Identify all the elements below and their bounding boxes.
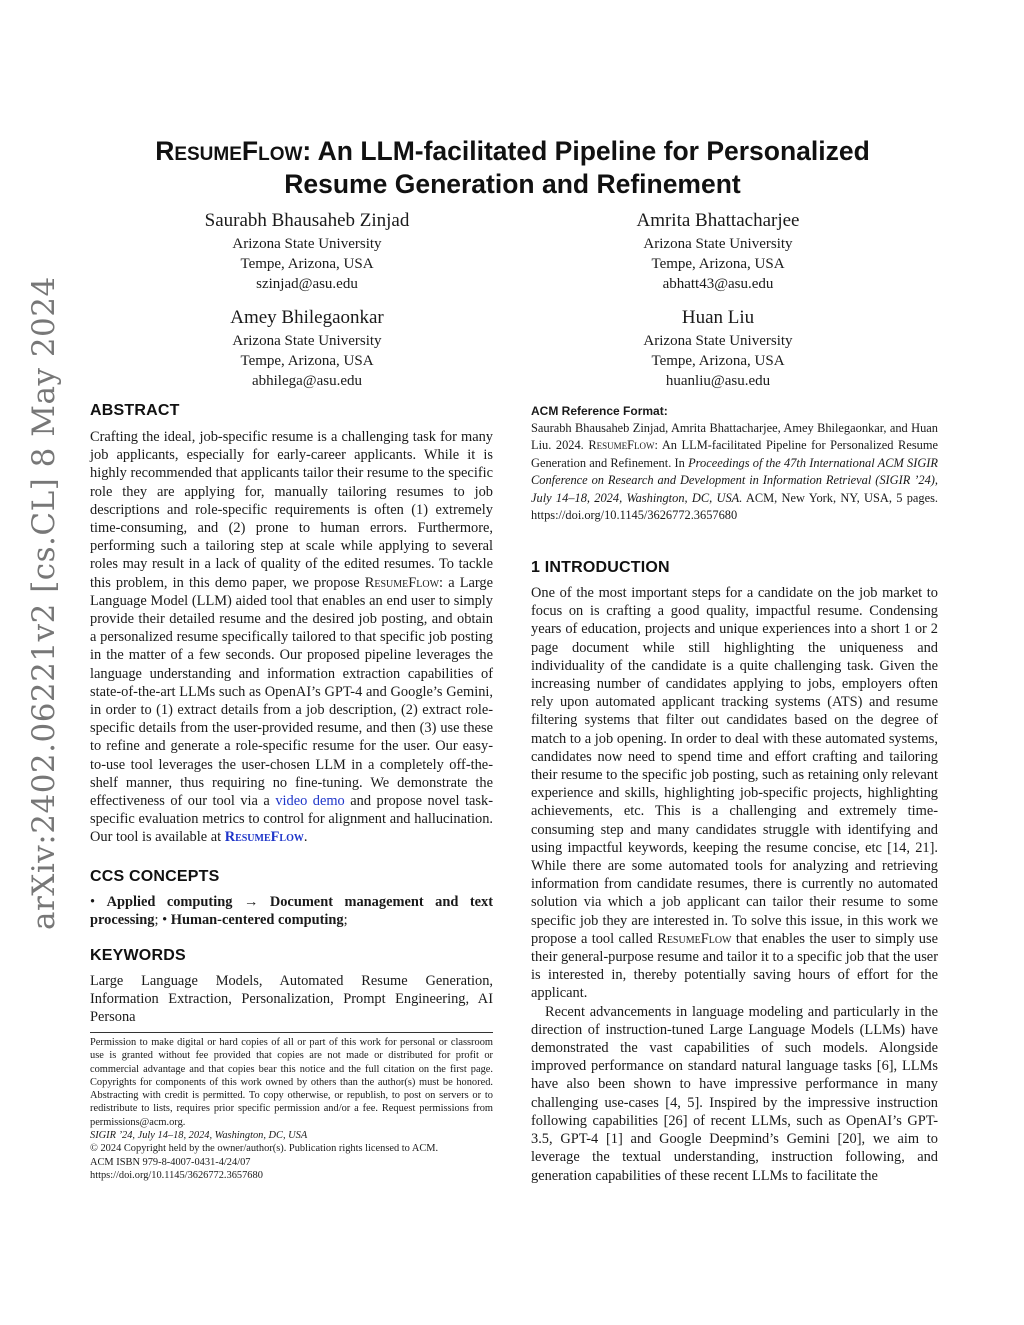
acm-reference-text	[531, 420, 938, 524]
paper-title	[90, 135, 935, 201]
intro-text-2: that enables the user to simply use their general-purpose resume and tailor it to a specific job that the user is interested in, thereby potentially saving hours of effort for the applicant.	[531, 930, 938, 1002]
author-block-2	[548, 208, 888, 294]
isbn: ACM ISBN 979-8-4007-0431-4/24/07	[90, 1156, 251, 1168]
introduction-heading: 1 INTRODUCTION	[531, 559, 670, 576]
abstract-text-1: Crafting the ideal, job-specific resume is a challenging task for many job applicants, especially for early-career applicants. While it is highly recommended that applicants tailor their resume to the specific role they are applying for, manually tailoring resumes to job descriptions and role-specific requirements is often (1) extremely time-consuming, and (2) prone to human errors. Furthermore, performing such a tailoring step at scale while applying to several roles may result in a lack of quality of the edited resumes. To tackle this problem, in this demo paper, we propose	[90, 429, 493, 591]
abstract-text-end: .	[303, 829, 308, 846]
ccs-concepts	[90, 893, 493, 929]
ref-text-3: ACM, New York, NY, USA, 5 pages. https://doi.org/10.1145/3626772.3657680	[531, 490, 939, 523]
bullet: •	[162, 912, 168, 929]
author-block-1	[137, 208, 477, 294]
ccs-item-1: Applied computing	[106, 894, 233, 910]
video-demo-link[interactable]: video demo	[275, 793, 345, 810]
author-affiliation: Arizona State University	[232, 333, 382, 349]
author-block-4	[548, 305, 888, 391]
ccs-heading: CCS CONCEPTS	[90, 868, 220, 885]
introduction-body	[531, 584, 938, 1185]
permission-notice: Permission to make digital or hard copies of all or part of this work for personal or classroom use is granted without fee provided that copies are not made or distributed for profit or commercial advantage and that copies bear this notice and the full citation on the first page. Copyrights for components of this work owned by others than the author(s) must be honored. Abstracting with credit is permitted. To copy otherwise, or republish, to post on servers or to redistribute to lists, requires prior specific permission and/or a fee. Request permissions from permissions@acm.org.	[90, 1037, 493, 1128]
keywords-heading: KEYWORDS	[90, 947, 186, 964]
author-location: Tempe, Arizona, USA	[240, 256, 374, 272]
resumeflow-tool-link[interactable]: ResumeFlow	[224, 829, 304, 846]
doi: https://doi.org/10.1145/3626772.3657680	[90, 1169, 263, 1181]
author-email: huanliu@asu.edu	[665, 373, 771, 389]
abstract-tool-name: ResumeFlow	[364, 574, 440, 591]
intro-paragraph-2: Recent advancements in language modeling and particularly in the direction of instruction-tuned Large Language Models (LLMs) have demonstrated the vast capabilities of such models. Alongside improved performance on standard natural language tasks [6], LLMs have also been shown to have impressive performance in many challenging use-cases [4, 5]. Inspired by the impressive instruction following capabilities [26] of recent LLMs, such as OpenAI’s GPT-3.5, GPT-4 [1] and Google Deepmind’s Gemini [20], we aim to leverage the textual understanding, instruction following, and generation capabilities of these recent LLMs to facilitate the	[531, 1003, 938, 1184]
ref-proceedings: Proceedings of the 47th International ACM SIGIR Conference on Research and Development in Information Retrieval (SIGIR ’24), July 14–18, 2024, Washington, DC, USA.	[531, 455, 939, 505]
author-email: szinjad@asu.edu	[256, 276, 358, 292]
arxiv-id-text: arXiv:2402.06221v2 [cs.CL] 8 May 2024	[26, 276, 62, 930]
author-affiliation: Arizona State University	[643, 333, 793, 349]
copyright-notice: © 2024 Copyright held by the owner/author(s). Publication rights licensed to ACM.	[90, 1143, 439, 1155]
author-email: abhilega@asu.edu	[251, 373, 363, 389]
author-location: Tempe, Arizona, USA	[651, 353, 785, 369]
abstract-heading: ABSTRACT	[90, 402, 180, 419]
conference-info: SIGIR ’24, July 14–18, 2024, Washington, DC, USA	[90, 1130, 308, 1142]
intro-text-1: One of the most important steps for a candidate on the job market to focus on is crafting a good quality, impactful resume. Condensing years of education, projects and unique experiences into a short 1 or 2 page document while still highlighting the uniqueness and individuality of the candidate is a quite challenging task. Given the increasing number of candidates applying to jobs, employers often rely upon automated applicant tracking systems (ATS) and resume filtering systems that filter out candidates based on the degree of match to a job opening. In order to deal with these automated systems, candidates now need to spend time and effort crafting and tailoring their resume to the specific job posting, such as retaining only relevant experience and skills, highlighting job-specific projects, highlighting achievements, etc. This is a challenging and extremely time-consuming step and many candidates struggle with identifying and using impactful keywords, keeping the resume concise, etc [14, 21]. While there are some automated tools for analyzing and retrieving information from candidate resumes, there is currently no automated solution via which a job applicant can tailor their resume to some specific job they are interested in. To solve this issue, in this work we propose a tool called	[531, 585, 938, 947]
abstract-text-2: : a Large Language Model (LLM) aided tool that enables an end user to simply provide their detailed resume and the desired job posting, and obtain a personalized resume specifically tailored to that specific job posting in the matter of a few seconds. Our proposed pipeline leverages the language understanding and information extraction capabilities of state-of-the-art LLMs such as OpenAI’s GPT-4 and Google’s Gemini, in order to (1) extract details from a job description, (2) extract role-specific details from the user-provided resume, and then (3) use these to refine and generate a role-specific resume for the user. Our easy-to-use tool leverages the user-chosen LLM in a completely off-the-shelf manner, thus requiring no fine-tuning. We demonstrate the effectiveness of our tool via a	[90, 574, 494, 810]
author-email: abhatt43@asu.edu	[662, 276, 774, 292]
title-line2: Resume Generation and Refinement	[284, 169, 741, 199]
abstract-body	[90, 428, 493, 847]
arrow-icon: →	[243, 894, 259, 910]
ccs-item-2: Human-centered computing	[170, 912, 344, 929]
keywords-text: Large Language Models, Automated Resume Generation, Information Extraction, Personalization, Prompt Engineering, AI Persona	[90, 973, 493, 1026]
author-location: Tempe, Arizona, USA	[651, 256, 785, 272]
author-location: Tempe, Arizona, USA	[240, 353, 374, 369]
footnote	[90, 1036, 493, 1182]
author-name: Amrita Bhattacharjee	[636, 210, 800, 231]
ccs-item-1b: Document management and text processing	[90, 894, 494, 929]
title-tool-name: ResumeFlow	[155, 136, 303, 166]
bullet: •	[90, 894, 96, 910]
ccs-separator: ;	[154, 912, 159, 929]
title-line1: : An LLM-facilitated Pipeline for Personalized	[302, 136, 870, 166]
arxiv-identifier	[26, 276, 66, 930]
intro-tool-name: ResumeFlow	[657, 930, 732, 947]
author-name: Saurabh Bhausaheb Zinjad	[204, 210, 410, 231]
acm-reference-heading: ACM Reference Format:	[531, 404, 668, 418]
author-affiliation: Arizona State University	[643, 236, 793, 252]
author-affiliation: Arizona State University	[232, 236, 382, 252]
ccs-end: ;	[343, 912, 348, 929]
abstract-text-3: and propose novel task-specific evaluation metrics to control for alignment and hallucination. Our tool is available at	[90, 793, 493, 846]
footnote-divider	[90, 1032, 493, 1033]
author-name: Amey Bhilegaonkar	[230, 307, 384, 328]
ref-text-1: Saurabh Bhausaheb Zinjad, Amrita Bhattacharjee, Amey Bhilegaonkar, and Huan Liu. 2024.	[531, 421, 938, 453]
author-block-3	[137, 305, 477, 391]
ref-text-2: : An LLM-facilitated Pipeline for Personalized Resume Generation and Refinement. In	[531, 438, 938, 470]
ref-tool-name: ResumeFlow	[588, 438, 655, 453]
author-name: Huan Liu	[681, 307, 755, 328]
